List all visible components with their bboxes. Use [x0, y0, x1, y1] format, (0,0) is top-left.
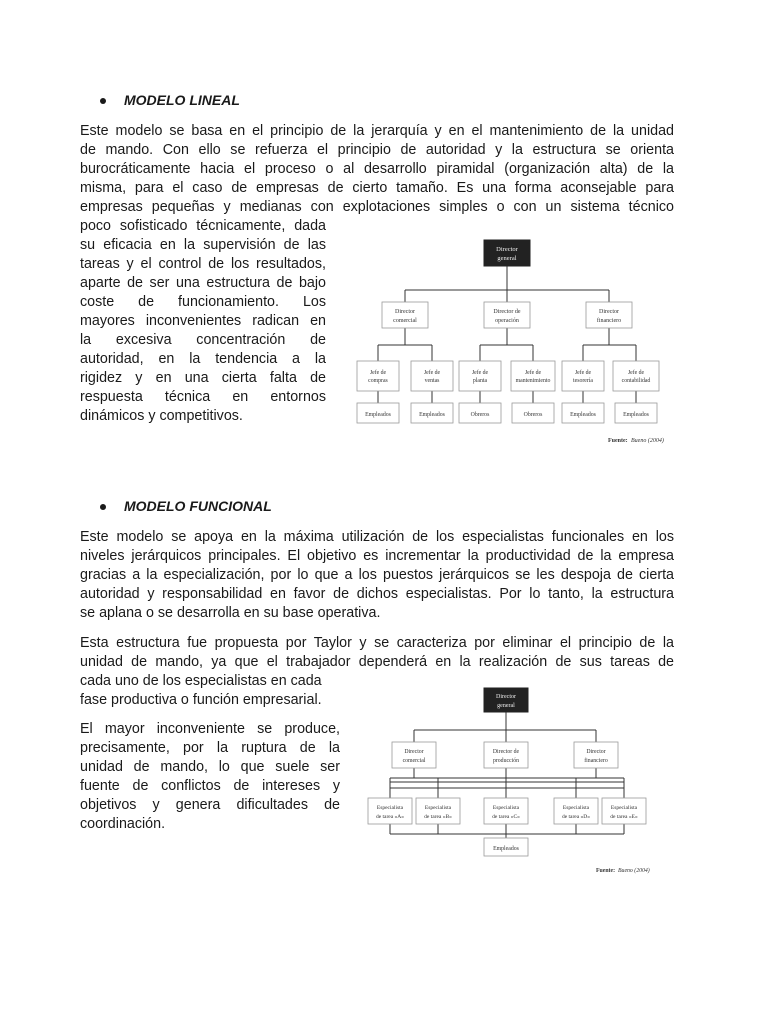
node-label: Director: [599, 309, 619, 315]
node-label: general: [497, 703, 515, 709]
text-line: niveles jerárquicos principales. El objetivo es incrementar la productividad de la empresa: [80, 548, 674, 564]
chart-node-empleados: [484, 838, 528, 856]
source-text: Bueno (2004): [631, 438, 664, 444]
text-line: fase productiva o función empresarial.: [80, 692, 322, 708]
text-line: se aplana o se desarrolla en su base operativa.: [80, 605, 381, 621]
node-label: producción: [492, 758, 520, 764]
node-label: Jefe de: [471, 370, 489, 376]
text-line: aparte de ser una estructura de bajo: [80, 275, 326, 291]
chart-node-empleados: [411, 403, 453, 423]
text-line: tareas y el control de los resultados,: [80, 256, 326, 272]
source-text: Bueno (2004): [618, 868, 650, 874]
chart-node-empleados: [562, 403, 604, 423]
text-line: de mando. Con ello se refuerza el principio de autoridad y la estructura se orienta: [80, 142, 674, 158]
chart-node-especialista-c: [484, 798, 528, 824]
node-label: Obreros: [523, 412, 543, 418]
chart-node-especialista-a: [368, 798, 412, 824]
chart-node-jefe-ventas: [411, 361, 453, 391]
node-label: Director: [395, 309, 415, 315]
node-label: planta: [472, 378, 488, 384]
node-label: Director: [404, 749, 424, 755]
text-line: cada uno de los especialistas en cada: [80, 673, 322, 689]
node-label: Especialista: [376, 805, 404, 811]
node-label: Jefe de: [423, 370, 441, 376]
chart-node-jefe-tesoreria: [562, 361, 604, 391]
funcional-paragraph-1: [80, 528, 674, 623]
node-label: de tarea «E»: [610, 814, 638, 820]
node-label: Director: [496, 694, 516, 700]
node-label: Director de: [493, 309, 521, 315]
text-line: precisamente, por la ruptura de la: [80, 740, 340, 756]
node-label: tesorería: [573, 378, 593, 384]
chart-node-root: [484, 240, 530, 266]
bullet-icon: [100, 504, 106, 510]
node-label: de tarea «C»: [492, 814, 520, 820]
node-label: mantenimiento: [515, 378, 551, 384]
node-label: general: [497, 255, 517, 262]
chart-node-especialista-d: [554, 798, 598, 824]
text-line: la excesiva concentración de: [80, 332, 326, 348]
node-label: Director: [496, 246, 518, 253]
chart-node-jefe-planta: [459, 361, 501, 391]
chart-node-director-produccion: [484, 742, 528, 768]
text-line: fuente de conflictos de intereses y: [80, 778, 340, 794]
funcional-paragraph-3: [80, 720, 340, 834]
org-chart-lineal: [350, 232, 680, 454]
node-label: Director: [586, 749, 606, 755]
section-heading-lineal: MODELO LINEAL: [124, 92, 240, 108]
org-chart-funcional: [362, 682, 662, 878]
text-line: rigidez y en una cierta falta de: [80, 370, 326, 386]
chart-node-director-operacion: [484, 302, 530, 328]
text-line: Este modelo se basa en el principio de la jerarquía y en el mantenimiento de la unidad: [80, 123, 674, 139]
node-label: financiero: [584, 758, 608, 764]
node-label: Especialista: [424, 805, 452, 811]
text-line: dinámicos y competitivos.: [80, 408, 243, 424]
chart-node-director-financiero: [574, 742, 618, 768]
chart-node-director-comercial: [392, 742, 436, 768]
chart-node-empleados: [615, 403, 657, 423]
node-label: de tarea «A»: [375, 814, 405, 820]
node-label: Empleados: [570, 412, 596, 418]
node-label: de tarea «D»: [561, 814, 591, 820]
node-label: contabilidad: [621, 378, 651, 384]
text-line: unidad de mando, lo que suele ser: [80, 759, 340, 775]
text-line: misma, para el caso de empresas de cierto tamaño. Es una forma aconsejable para: [80, 180, 674, 196]
node-label: comercial: [393, 318, 417, 324]
source-label: Fuente:: [608, 438, 628, 444]
node-label: comercial: [402, 758, 426, 764]
lineal-paragraph-wrap: [80, 217, 326, 426]
text-line: objetivos y genera dificultades de: [80, 797, 340, 813]
node-label: operación: [495, 318, 519, 324]
source-label: Fuente:: [596, 868, 615, 874]
chart-node-jefe-mantenimiento: [511, 361, 555, 391]
text-line: gracias a la especialización, por lo que a los puestos jerárquicos se les despoja de cierta: [80, 567, 674, 583]
node-label: Obreros: [470, 412, 490, 418]
text-line: poco sofisticado técnicamente, dada: [80, 218, 326, 234]
text-line: Este modelo se apoya en la máxima utilización de los especialistas funcionales en los: [80, 529, 674, 545]
text-line: coste de funcionamiento. Los: [80, 294, 326, 310]
chart-node-obreros: [512, 403, 554, 423]
node-label: compras: [368, 378, 388, 384]
node-label: Especialista: [492, 805, 520, 811]
chart-node-director-comercial: [382, 302, 428, 328]
node-label: Empleados: [365, 412, 391, 418]
node-label: Empleados: [623, 412, 649, 418]
node-label: Jefe de: [627, 370, 645, 376]
chart-source: [596, 867, 650, 874]
chart-node-jefe-compras: [357, 361, 399, 391]
node-label: Especialista: [610, 805, 638, 811]
chart-node-jefe-contabilidad: [613, 361, 659, 391]
text-line: Esta estructura fue propuesta por Taylor y se caracteriza por eliminar el principio de la: [80, 635, 674, 651]
node-label: Empleados: [493, 846, 519, 852]
node-label: Director de: [492, 749, 520, 755]
text-line: burocráticamente hacia el proceso o al desarrollo piramidal (organización alta) de la: [80, 161, 674, 177]
text-line: autoridad, en la tendencia a la: [80, 351, 326, 367]
lineal-paragraph: [80, 122, 674, 217]
chart-node-root: [484, 688, 528, 712]
chart-node-obreros: [459, 403, 501, 423]
chart-source: [608, 437, 664, 444]
text-line: El mayor inconveniente se produce,: [80, 721, 340, 737]
node-label: de tarea «B»: [424, 814, 452, 820]
node-label: ventas: [424, 378, 440, 384]
text-line: unidad de mando, ya que el trabajador dependerá en la realización de sus tareas de: [80, 654, 674, 670]
text-line: mayores inconvenientes radican en: [80, 313, 326, 329]
node-label: Jefe de: [369, 370, 387, 376]
node-label: financiero: [596, 318, 622, 324]
bullet-icon: [100, 98, 106, 104]
node-label: Empleados: [419, 412, 445, 418]
node-label: Jefe de: [524, 370, 542, 376]
chart-node-director-financiero: [586, 302, 632, 328]
text-line: empresas pequeñas y medianas con explotaciones simples o con un sistema técnico: [80, 199, 674, 215]
chart-node-empleados: [357, 403, 399, 423]
text-line: respuesta técnica en entornos: [80, 389, 326, 405]
funcional-paragraph-2-wrap: [80, 672, 342, 710]
section-heading-funcional: MODELO FUNCIONAL: [124, 498, 272, 514]
text-line: coordinación.: [80, 816, 166, 832]
node-label: Especialista: [562, 805, 590, 811]
text-line: autoridad y responsabilidad en favor de dichos especialistas. Por lo tanto, la estructura: [80, 586, 674, 602]
text-line: su eficacia en la supervisión de las: [80, 237, 326, 253]
chart-node-especialista-b: [416, 798, 460, 824]
funcional-paragraph-2: [80, 634, 674, 672]
node-label: Jefe de: [574, 370, 592, 376]
chart-node-especialista-e: [602, 798, 646, 824]
